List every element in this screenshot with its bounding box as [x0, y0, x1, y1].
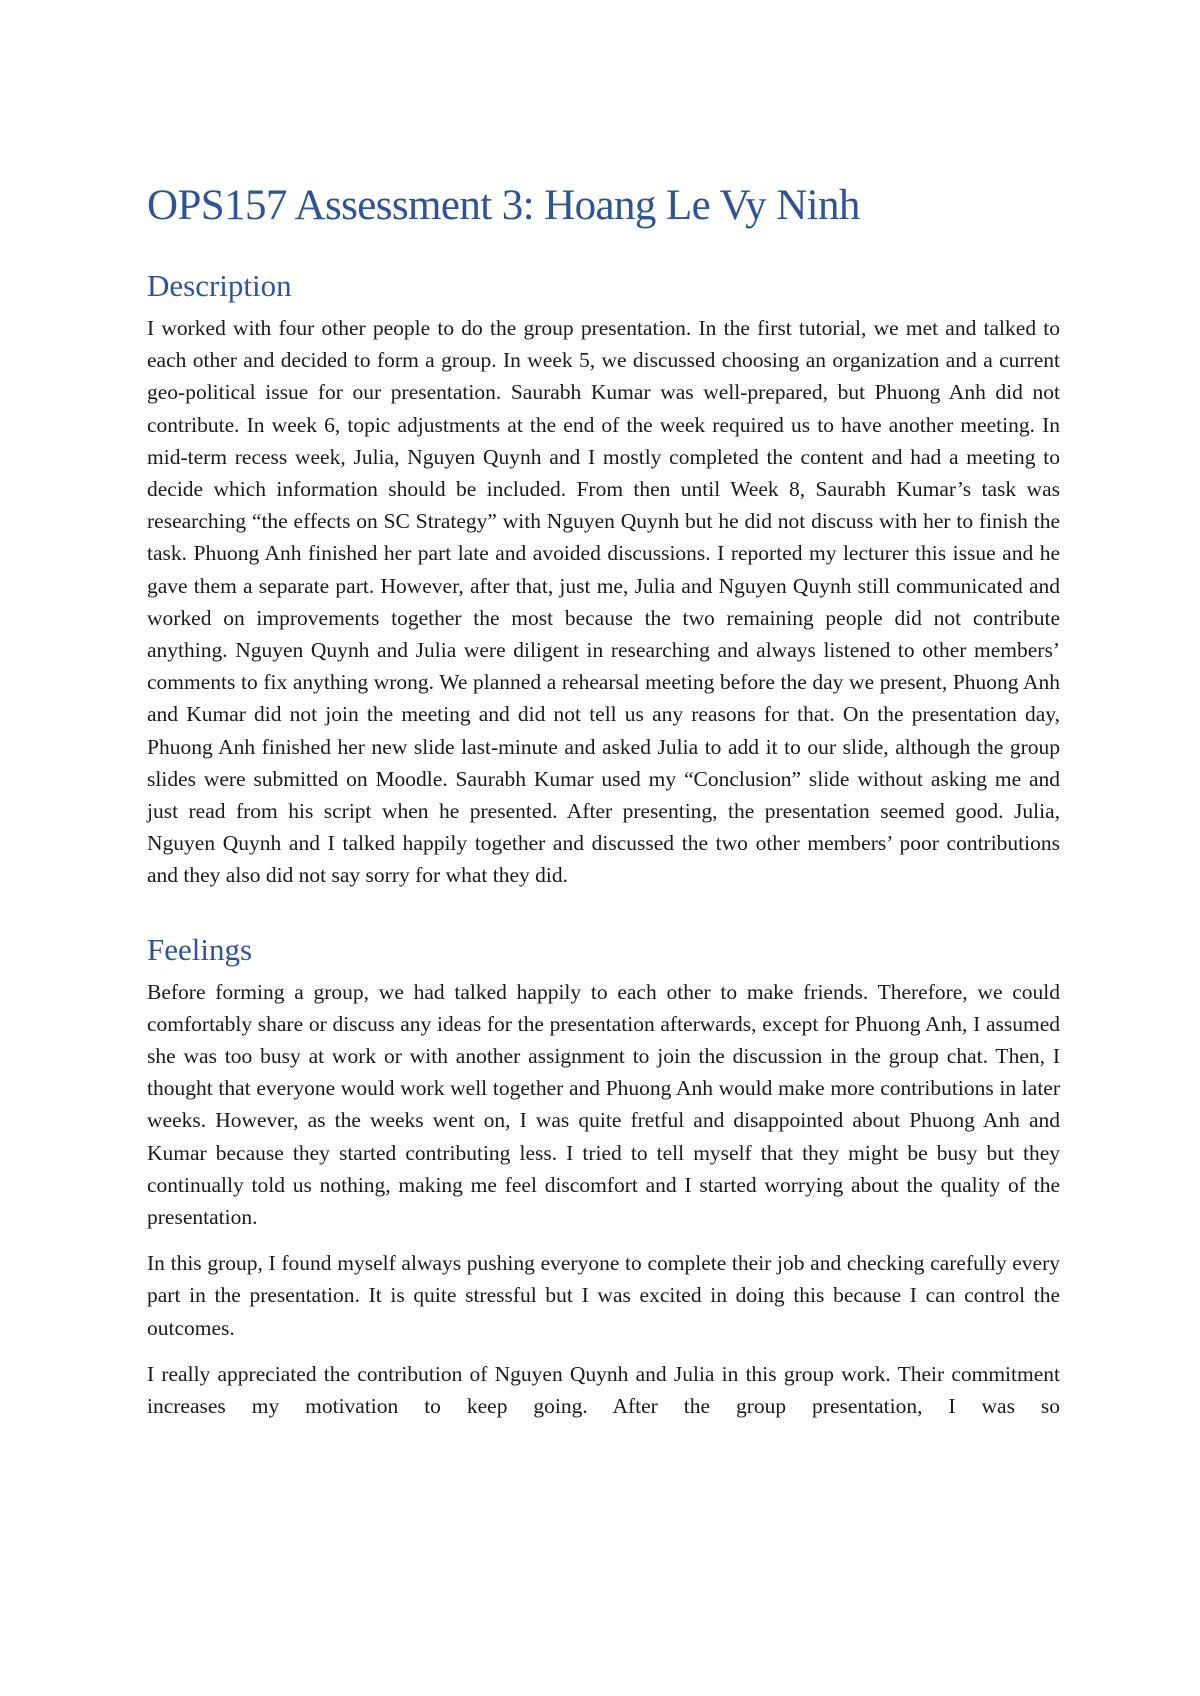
feelings-paragraph-1: Before forming a group, we had talked happily to each other to make friends. Therefore, we could comfortably share or discuss any ideas for the presentation afterwards, except for Phuong Anh, I assumed she was too busy at work or with another assignment to join the discussion in the group chat. Then, I thought that everyone would work well together and Phuong Anh would make more contributions in later weeks. However, as the weeks went on, I was quite fretful and disappointed about Phuong Anh and Kumar because they started contributing less. I tried to tell myself that they might be busy but they continually told us nothing, making me feel discomfort and I started worrying about the quality of the presentation.: [147, 979, 1060, 1230]
feelings-paragraph-2: In this group, I found myself always pushing everyone to complete their job and checking carefully every part in the presentation. It is quite stressful but I was excited in doing this because I can control the outcomes.: [147, 1251, 1060, 1340]
feelings-paragraph-3: I really appreciated the contribution of Nguyen Quynh and Julia in this group work. Their commitment increases my motivation to keep going. After the group presentation, I was so: [147, 1361, 1060, 1419]
document-title: OPS157 Assessment 3: Hoang Le Vy Ninh: [147, 182, 860, 229]
section-heading-description: Description: [147, 268, 292, 303]
document-body: [147, 178, 1060, 1422]
description-paragraph: I worked with four other people to do the group presentation. In the first tutorial, we met and talked to each other and decided to form a group. In week 5, we discussed choosing an organization and a current geo-political issue for our presentation. Saurabh Kumar was well-prepared, but Phuong Anh did not contribute. In week 6, topic adjustments at the end of the week required us to have another meeting. In mid-term recess week, Julia, Nguyen Quynh and I mostly completed the content and had a meeting to decide which information should be included. From then until Week 8, Saurabh Kumar’s task was researching “the effects on SC Strategy” with Nguyen Quynh but he did not discuss with her to finish the task. Phuong Anh finished her part late and avoided discussions. I reported my lecturer this issue and he gave them a separate part. However, after that, just me, Julia and Nguyen Quynh still communicated and worked on improvements together the most because the two remaining people did not contribute anything. Nguyen Quynh and Julia were diligent in researching and always listened to other members’ comments to fix anything wrong. We planned a rehearsal meeting before the day we present, Phuong Anh and Kumar did not join the meeting and did not tell us any reasons for that. On the presentation day, Phuong Anh finished her new slide last-minute and asked Julia to add it to our slide, although the group slides were submitted on Moodle. Saurabh Kumar used my “Conclusion” slide without asking me and just read from his script when he presented. After presenting, the presentation seemed good. Julia, Nguyen Quynh and I talked happily together and discussed the two other members’ poor contributions and they also did not say sorry for what they did.: [147, 316, 1060, 888]
section-heading-feelings: Feelings: [147, 931, 253, 967]
